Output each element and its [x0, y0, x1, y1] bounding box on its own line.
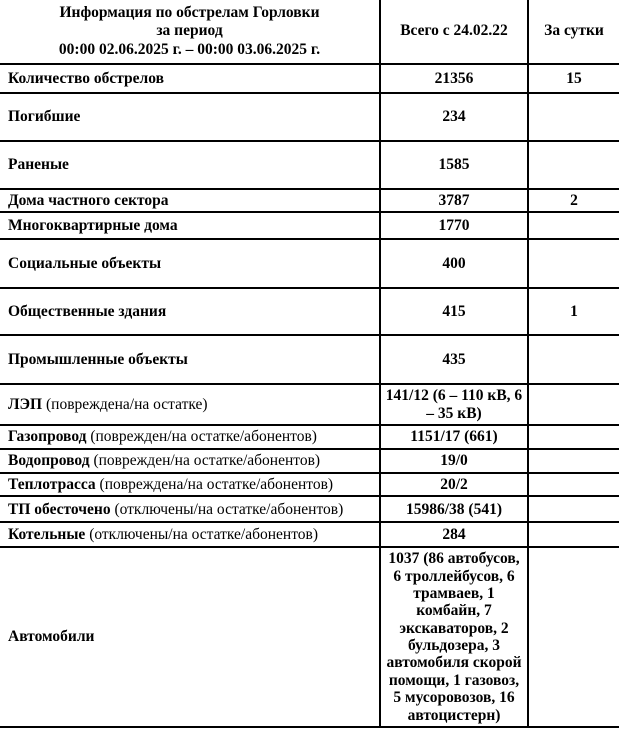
row-label: ЛЭП — [8, 395, 43, 413]
row-daily-value — [528, 239, 619, 288]
row-label-cell — [0, 547, 380, 727]
header-title-cell — [0, 0, 380, 64]
row-label-cell — [0, 239, 380, 288]
row-note: (повреждена/на остатке/абонентов) — [99, 475, 334, 493]
row-label-cell — [0, 189, 380, 212]
row-label: Водопровод — [8, 452, 90, 470]
row-label-cell — [0, 212, 380, 239]
row-total-value: 19/0 — [380, 449, 528, 473]
row-total-value: 20/2 — [380, 473, 528, 496]
row-total-value: 400 — [380, 239, 528, 288]
row-label-cell — [0, 384, 380, 425]
header-col-total: Всего с 24.02.22 — [380, 0, 528, 64]
row-total-value: 284 — [380, 522, 528, 547]
table-row — [0, 141, 619, 189]
row-daily-value — [528, 141, 619, 189]
row-label: Промышленные объекты — [8, 351, 188, 369]
table-row — [0, 239, 619, 288]
table-row — [0, 449, 619, 473]
row-daily-value — [528, 547, 619, 727]
row-label: Дома частного сектора — [8, 191, 169, 209]
row-total-value: 1770 — [380, 212, 528, 239]
table-row — [0, 473, 619, 496]
row-total-value: 1037 (86 автобусов, 6 троллейбусов, 6 трамваев, 1 комбайн, 7 экскаваторов, 2 бульдозера, 3 автомобиля скорой помощи, 1 газовоз, 5 мусоровозов, 16 автоцистерн) — [380, 547, 528, 727]
row-total-value: 435 — [380, 335, 528, 384]
row-label-cell — [0, 425, 380, 449]
row-label-cell — [0, 335, 380, 384]
row-daily-value: 2 — [570, 191, 578, 209]
table-row — [0, 522, 619, 547]
row-total-value: 1151/17 (661) — [380, 425, 528, 449]
header-col-daily: За сутки — [544, 22, 604, 40]
row-label: Газопровод — [8, 428, 87, 446]
row-note: (отключены/на остатке/абонентов) — [114, 500, 344, 518]
header-title-line2: за период — [156, 22, 223, 40]
table-row — [0, 288, 619, 335]
table-row — [0, 335, 619, 384]
row-label: Погибшие — [8, 108, 81, 126]
header-title-line3: 00:00 02.06.2025 г. – 00:00 03.06.2025 г. — [58, 40, 321, 58]
table-row — [0, 189, 619, 212]
row-label: Автомобили — [8, 628, 95, 646]
row-note: (поврежден/на остатке/абонентов) — [93, 452, 321, 470]
row-label-cell — [0, 473, 380, 496]
row-label-cell — [0, 141, 380, 189]
row-label: Котельные — [8, 526, 86, 544]
row-daily-value: 15 — [566, 69, 582, 87]
row-daily-value — [528, 496, 619, 522]
row-daily-value — [528, 212, 619, 239]
row-daily-value — [528, 449, 619, 473]
row-note: (повреждена/на остатке) — [46, 395, 208, 413]
row-note: (поврежден/на остатке/абонентов) — [90, 428, 317, 446]
header-title-line1: Информация по обстрелам Горловки — [59, 4, 320, 21]
table-header-row — [0, 0, 619, 64]
row-daily-value — [528, 473, 619, 496]
row-daily-value — [528, 522, 619, 547]
table-row — [0, 384, 619, 425]
table-row — [0, 212, 619, 239]
table-row — [0, 496, 619, 522]
table-row — [0, 93, 619, 141]
row-total-value: 21356 — [380, 64, 528, 93]
row-total-value: 141/12 (6 – 110 кВ, 6 – 35 кВ) — [380, 384, 528, 425]
row-daily-value — [528, 335, 619, 384]
row-label: Теплотрасса — [8, 475, 96, 493]
row-label-cell — [0, 522, 380, 547]
row-label-cell — [0, 288, 380, 335]
table-row — [0, 425, 619, 449]
row-total-value: 415 — [380, 288, 528, 335]
row-daily-value — [528, 384, 619, 425]
row-label-cell — [0, 449, 380, 473]
row-label: ТП обесточено — [8, 500, 111, 518]
row-total-value: 234 — [380, 93, 528, 141]
row-label: Многоквартирные дома — [8, 217, 178, 235]
row-daily-value — [528, 93, 619, 141]
row-total-value: 1585 — [380, 141, 528, 189]
row-daily-value: 1 — [570, 303, 578, 321]
row-label-cell — [0, 93, 380, 141]
row-label: Социальные объекты — [8, 255, 162, 273]
row-daily-value — [528, 425, 619, 449]
row-label: Количество обстрелов — [8, 69, 164, 87]
row-total-value: 3787 — [380, 189, 528, 212]
row-label: Общественные здания — [8, 303, 167, 321]
table-row — [0, 547, 619, 727]
table-row — [0, 64, 619, 93]
row-label-cell — [0, 496, 380, 522]
row-note: (отключены/на остатке/абонентов) — [89, 526, 319, 544]
row-label-cell — [0, 64, 380, 93]
row-total-value: 15986/38 (541) — [380, 496, 528, 522]
row-label: Раненые — [8, 156, 69, 174]
